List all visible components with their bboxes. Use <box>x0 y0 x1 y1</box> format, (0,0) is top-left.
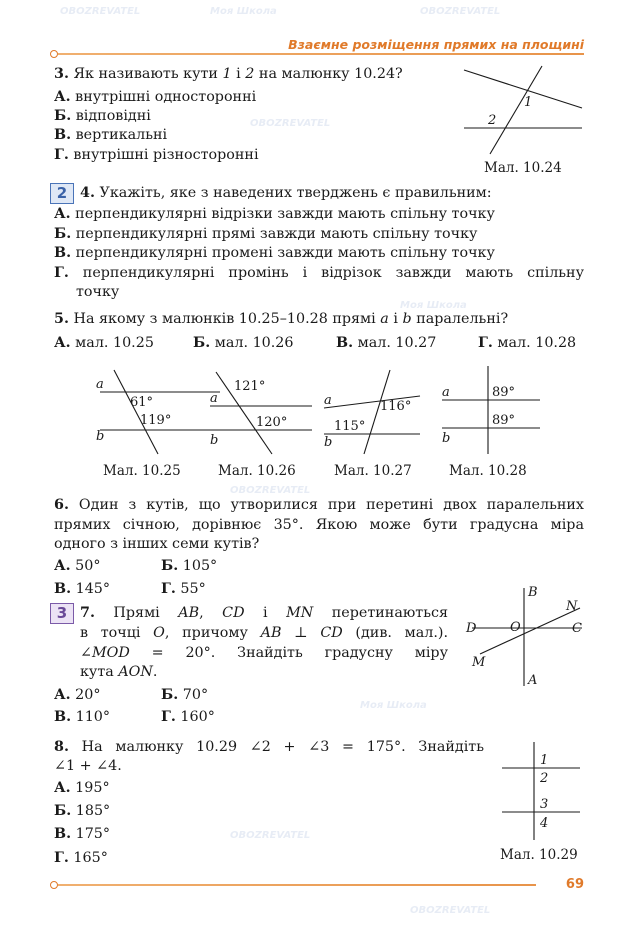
fig-10-28-line-a: a <box>442 385 450 400</box>
footer-rule <box>58 884 536 886</box>
watermark: Моя Школа <box>210 6 277 17</box>
fig-10-27-angle-1: 116° <box>380 399 412 414</box>
q4-option-b[interactable]: Б. перпендикулярні прямі завжди мають спільну точку <box>54 226 478 242</box>
fig-10-28-line-b: b <box>442 431 451 446</box>
q4-option-g-cont: точку <box>76 284 120 300</box>
fig-10-27-line-b: b <box>324 435 333 450</box>
fig-q7-label-B: B <box>528 585 538 600</box>
figure-10-29 <box>498 738 588 844</box>
q6-number: 6. <box>54 497 69 513</box>
page-number: 69 <box>565 877 584 892</box>
q8-option-g[interactable]: Г. 165° <box>54 850 108 866</box>
figure-10-28 <box>438 362 548 458</box>
q6-question-line1: 6. Один з кутів, що утворилися при перетині двох паралельних <box>54 497 584 513</box>
q3-number: 3. <box>54 66 69 82</box>
q6-option-v[interactable]: В. 145° <box>54 581 111 597</box>
fig-10-28-angle-2: 89° <box>492 413 516 428</box>
figure-10-26 <box>206 368 316 458</box>
fig-10-24-angle-1: 1 <box>524 95 533 110</box>
fig-10-28-angle-1: 89° <box>492 385 516 400</box>
watermark: Моя Школа <box>400 300 467 311</box>
fig-10-27-line-a: a <box>324 393 332 408</box>
watermark: OBOZREVATEL <box>410 905 491 916</box>
q3-option-b[interactable]: Б. відповідні <box>54 108 151 124</box>
header-dot <box>50 50 58 58</box>
level-3-badge: 3 <box>50 603 74 624</box>
q3-option-g[interactable]: Г. внутрішні різносторонні <box>54 147 259 163</box>
fig-q7-label-O: O <box>510 620 521 635</box>
q8-option-v[interactable]: В. 175° <box>54 826 111 842</box>
fig-10-25-line-a: a <box>96 377 104 392</box>
q5-number: 5. <box>54 311 69 327</box>
q4-option-v[interactable]: В. перпендикулярні промені завжди мають спільну точку <box>54 245 495 261</box>
figure-10-27 <box>320 366 430 458</box>
caption-10-24: Мал. 10.24 <box>484 160 562 176</box>
running-header: Взаємне розміщення прямих на площині <box>288 37 584 52</box>
q4-question: 4. Укажіть, яке з наведених тверджень є правильним: <box>80 185 492 201</box>
q7-option-a[interactable]: А. 20° <box>54 687 101 703</box>
figure-10-25 <box>92 366 222 458</box>
level-2-badge: 2 <box>50 183 74 204</box>
q5-option-g[interactable]: Г. мал. 10.28 <box>478 335 577 351</box>
caption-10-25: Мал. 10.25 <box>103 463 181 479</box>
watermark: OBOZREVATEL <box>230 485 311 496</box>
q7-question-line4: кута AON. <box>80 664 158 680</box>
figure-10-24 <box>460 62 590 158</box>
fig-10-29-angle-3: 3 <box>540 797 549 812</box>
q5-question: 5. На якому з малюнків 10.25–10.28 прямі a і b паралельні? <box>54 311 509 327</box>
q8-option-a[interactable]: А. 195° <box>54 780 110 796</box>
caption-10-27: Мал. 10.27 <box>334 463 412 479</box>
q8-number: 8. <box>54 739 69 755</box>
q3-option-v[interactable]: В. вертикальні <box>54 127 168 143</box>
q6-question-line2: прямих січною, дорівнює 35°. Якою може бути градусна міра <box>54 517 584 533</box>
fig-q7-label-N: N <box>566 599 578 614</box>
q7-number: 7. <box>80 605 95 621</box>
fig-10-26-angle-1: 121° <box>234 379 266 394</box>
caption-10-28: Мал. 10.28 <box>449 463 527 479</box>
header-rule <box>58 53 584 55</box>
fig-10-27-angle-2: 115° <box>334 419 366 434</box>
q7-option-b[interactable]: Б. 70° <box>161 687 209 703</box>
q8-option-b[interactable]: Б. 185° <box>54 803 111 819</box>
fig-10-24-angle-2: 2 <box>488 113 497 128</box>
q4-option-a[interactable]: А. перпендикулярні відрізки завжди мають спільну точку <box>54 206 495 222</box>
q8-question-line2: ∠1 + ∠4. <box>54 758 122 774</box>
q6-question-line3: одного з інших семи кутів? <box>54 536 260 552</box>
fig-10-29-angle-4: 4 <box>540 816 549 831</box>
q3-question: 3. Як називають кути 1 і 2 на малюнку 10.24? <box>54 66 403 82</box>
fig-10-26-line-b: b <box>210 433 219 448</box>
q6-option-g[interactable]: Г. 55° <box>161 581 206 597</box>
watermark: OBOZREVATEL <box>420 6 501 17</box>
q4-number: 4. <box>80 185 95 201</box>
fig-q7-label-A: A <box>528 673 538 688</box>
fig-10-26-angle-2: 120° <box>256 415 288 430</box>
watermark: OBOZREVATEL <box>250 118 331 129</box>
q8-question-line1: 8. На малюнку 10.29 ∠2 + ∠3 = 175°. Знайдіть <box>54 739 484 755</box>
fig-10-25-angle-2: 119° <box>140 413 172 428</box>
q7-question-line1: 7. Прямі AB, CD і MN перетинаються <box>80 605 449 621</box>
caption-10-29: Мал. 10.29 <box>500 847 578 863</box>
fig-10-29-angle-1: 1 <box>540 753 549 768</box>
q7-question-line3: ∠MOD = 20°. Знайдіть градусну міру <box>80 645 448 661</box>
q3-option-a[interactable]: А. внутрішні односторонні <box>54 89 257 105</box>
fig-q7-label-C: C <box>572 621 582 636</box>
q6-option-b[interactable]: Б. 105° <box>161 558 218 574</box>
fig-10-25-angle-1: 61° <box>130 395 154 410</box>
fig-q7-label-M: M <box>472 655 486 670</box>
watermark: Моя Школа <box>360 700 427 711</box>
figure-q7 <box>460 582 590 690</box>
fig-10-26-line-a: a <box>210 391 218 406</box>
q6-option-a[interactable]: А. 50° <box>54 558 101 574</box>
q7-option-v[interactable]: В. 110° <box>54 709 111 725</box>
q5-option-a[interactable]: А. мал. 10.25 <box>54 335 154 351</box>
watermark: OBOZREVATEL <box>60 6 141 17</box>
q5-option-b[interactable]: Б. мал. 10.26 <box>193 335 294 351</box>
q5-option-v[interactable]: В. мал. 10.27 <box>336 335 437 351</box>
q4-option-g[interactable]: Г. перпендикулярні промінь і відрізок завжди мають спільну <box>54 265 584 281</box>
fig-q7-label-D: D <box>466 621 477 636</box>
footer-dot <box>50 881 58 889</box>
q7-option-g[interactable]: Г. 160° <box>161 709 215 725</box>
fig-10-29-angle-2: 2 <box>540 771 549 786</box>
watermark: OBOZREVATEL <box>230 830 311 841</box>
q7-question-line2: в точці O, причому AB ⊥ CD (див. мал.). <box>80 625 448 641</box>
fig-10-25-line-b: b <box>96 429 105 444</box>
caption-10-26: Мал. 10.26 <box>218 463 296 479</box>
